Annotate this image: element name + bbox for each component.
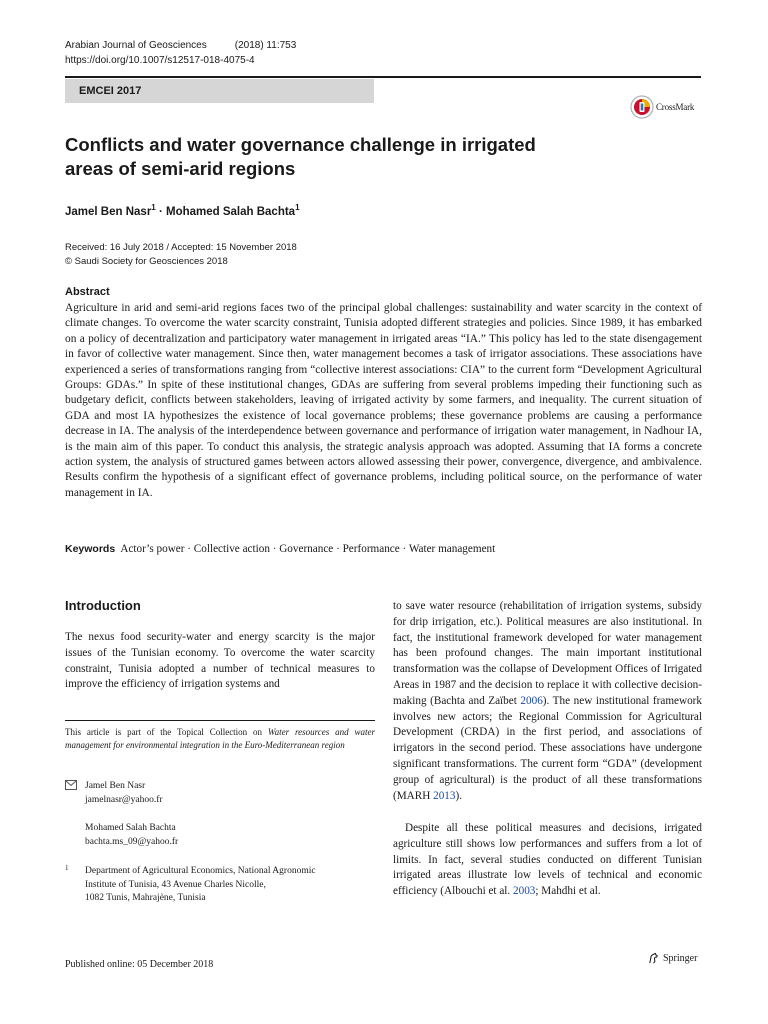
journal-name: Arabian Journal of Geosciences <box>65 40 207 51</box>
coauthor-name: Mohamed Salah Bachta <box>85 823 176 833</box>
crossmark-icon <box>630 95 654 119</box>
envelope-icon <box>65 780 77 793</box>
intro-paragraph-continued <box>393 599 702 804</box>
coauthor-email[interactable]: bachta.ms_09@yahoo.fr <box>85 837 179 847</box>
citation-link[interactable]: 2003 <box>513 885 536 898</box>
copyright-line: © Saudi Society for Geosciences 2018 <box>65 256 228 267</box>
springer-horse-icon <box>647 952 660 965</box>
introduction-heading: Introduction <box>65 598 141 613</box>
affiliation-line: Department of Agricultural Economics, National Agronomic <box>85 866 316 876</box>
citation-link[interactable]: 2006 <box>520 694 543 707</box>
article-title: Conflicts and water governance challenge in irrigated areas of semi-arid regions <box>65 134 536 179</box>
keywords-list: Actor’s power · Collective action · Governance · Performance · Water management <box>120 543 496 555</box>
paragraph-text: ). The new institutional framework involves new actors; the Regional Commission for Agricultural Development (CRDA) in the first period, and associations of irrigators in the second period. These associations have undergone significant transformations. The current form “GDA” (development group of agricultural) is the product of all these transformations (MARH <box>393 694 702 802</box>
citation-link[interactable]: 2013 <box>433 789 456 802</box>
header-rule <box>65 76 701 78</box>
abstract-heading: Abstract <box>65 286 110 298</box>
published-online-date: Published online: 05 December 2018 <box>65 959 214 970</box>
paragraph-text: ). <box>455 789 462 802</box>
crossmark-badge[interactable] <box>630 94 704 120</box>
keywords-line <box>65 543 495 555</box>
journal-citation <box>65 40 296 51</box>
doi-link[interactable]: https://doi.org/10.1007/s12517-018-4075-4 <box>65 55 255 66</box>
affiliation-line: Institute of Tunisia, 43 Avenue Charles Nicolle, <box>85 879 266 890</box>
topical-collection-name: Water resources and water management for environmental integration in the Euro-Mediterranean region <box>65 727 375 750</box>
abstract-body: Agriculture in arid and semi-arid regions faces two of the principal global challenges: sustainability and water scarcity in the context of climate changes. To overcome the water scarcity constraint, Tunisia adopted different strategies and policies. Since 1989, it has embarked on a policy of decentralization and participatory water management in irrigated areas “IA.” This policy has led to the state disengagement in favor of collective water management. Since then, water management becomes a task of irrigator associations. These associations have experienced a series of transformations ranging from “collective interest associations: CIA” to the current form “Development Agricultural Groups: GDAs.” In spite of these institutional changes, GDAs are suffering from several problems impeding their functioning such as budgetary deficit, conflicts between stakeholders, leaving of irrigated activity by some farmers, and inequality. The current situation of GDA and most IA hypothesizes the existence of local governance problems; these governance problems are causing a performance decrease in IA. The analysis of the interdependence between governance and performance of irrigation water management, in Nadhour IA, is the main aim of this paper. To conduct this analysis, the strategic analysis approach was adopted. Assuming that IA forms a concrete action system, the analysis of structured games between actors allowed assessing their power, convergence, divergence, and ambivalence. Results confirm the hypothesis of a significant effect of governance problems, including political source, on the performance of water management in IA. <box>65 302 702 499</box>
affiliation-number: 1 <box>65 864 69 872</box>
author-list <box>65 203 300 218</box>
topical-note-prefix: This article is part of the Topical Collection on <box>65 727 268 737</box>
keywords-label: Keywords <box>65 543 116 555</box>
paragraph-text: ; Mahdhi et al. <box>535 885 601 898</box>
intro-paragraph: The nexus food security-water and energy scarcity is the major issues of the Tunisian economy. To overcome the water scarcity constraint, Tunisia adopted a number of technical measures to improve the efficiency of irrigation systems and <box>65 631 375 691</box>
paragraph-text: to save water resource (rehabilitation of irrigation systems, subsidy for drip irrigation, etc.). Political measures are also institutional. In fact, the institutional framework developed for water management has been profound changes. The main important institutional transformation was the collapse of Development Offices of Irrigated Areas in 1987 and the decision to replace it with collective decision-making (Bachta and Zaïbet <box>393 600 702 707</box>
author-name[interactable]: Jamel Ben Nasr <box>65 205 152 218</box>
crossmark-label: CrossMark <box>656 102 695 112</box>
affiliation-line: 1082 Tunis, Mahrajène, Tunisia <box>85 893 206 903</box>
publisher-logo <box>647 952 697 965</box>
publisher-name: Springer <box>663 953 698 964</box>
topical-collection-note <box>65 726 375 752</box>
section-band: EMCEI 2017 <box>65 79 374 103</box>
corresponding-author-email[interactable]: jamelnasr@yahoo.fr <box>85 795 163 805</box>
footnote-rule <box>65 720 375 721</box>
author-separator: · <box>155 205 166 218</box>
paragraph-text: Despite all these political measures and decisions, irrigated agriculture still shows low performances and suffers from a lot of limits. In fact, several studies conducted on different Tunisian irrigated areas illustrate low levels of technical and economic efficiency (Albouchi et al. <box>393 822 702 898</box>
intro-paragraph-2 <box>393 821 702 900</box>
affiliation-marker: 1 <box>151 203 156 212</box>
corresponding-author-name: Jamel Ben Nasr <box>85 781 146 791</box>
author-name[interactable]: Mohamed Salah Bachta <box>165 205 296 218</box>
affiliation-marker: 1 <box>295 203 300 212</box>
received-accepted-dates: Received: 16 July 2018 / Accepted: 15 November 2018 <box>65 242 297 253</box>
affiliation-address <box>85 865 345 906</box>
journal-volume: (2018) 11:753 <box>234 40 297 51</box>
